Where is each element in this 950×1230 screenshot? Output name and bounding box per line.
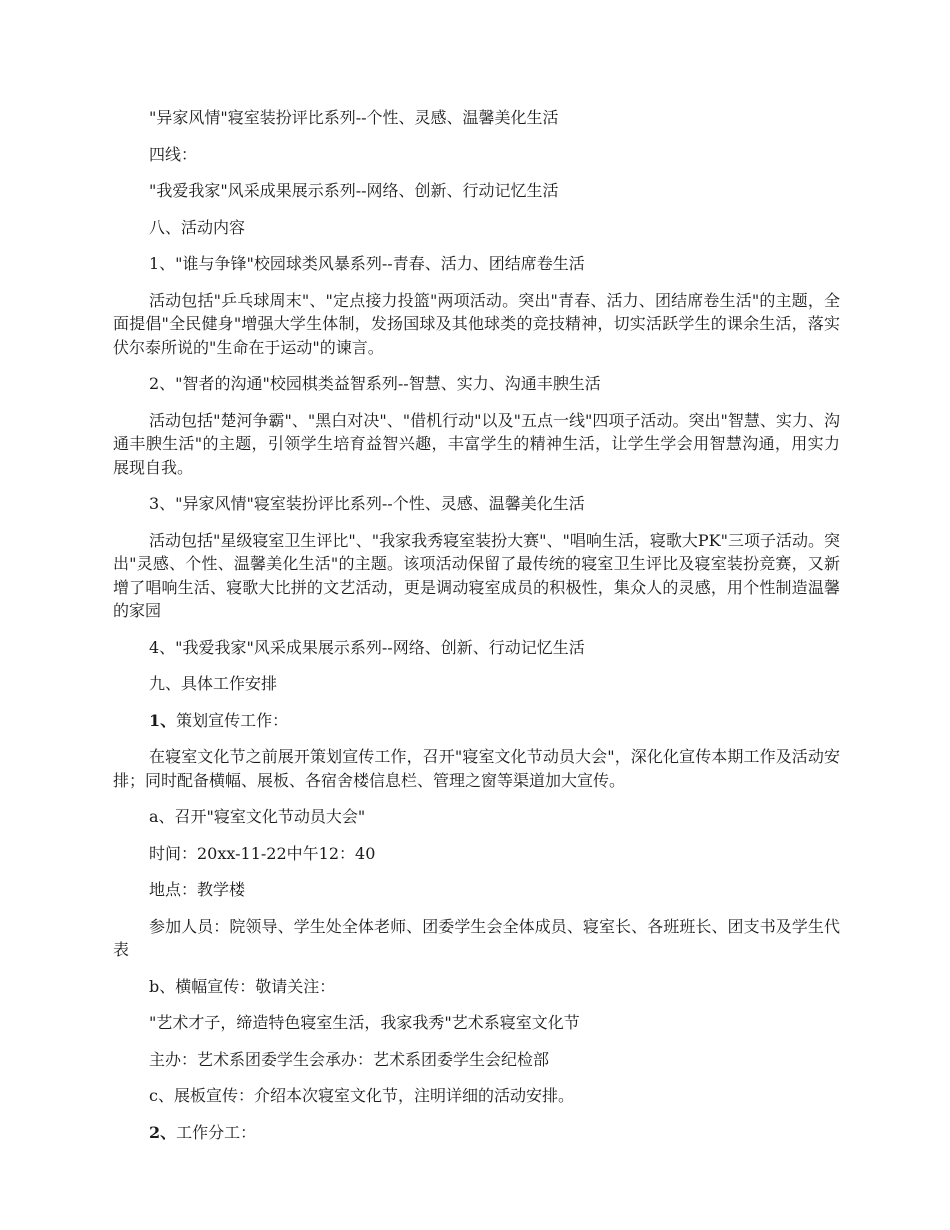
paragraph: 时间：20xx-11-22中午12：40 (149, 843, 376, 863)
paragraph: 参加人员：院领导、学生处全体老师、团委学生会全体成员、寝室长、各班班长、团支书及学生代表 (113, 916, 840, 959)
subheading-number: 2、 (149, 1122, 177, 1142)
paragraph: "异家风情"寝室装扮评比系列--个性、灵感、温馨美化生活 (149, 108, 559, 127)
paragraph: "我爱我家"风采成果展示系列--网络、创新、行动记忆生活 (149, 181, 559, 200)
subheading-text: 策划宣传工作： (176, 710, 289, 730)
paragraph: 四线： (149, 144, 198, 164)
paragraph: "艺术才子，缔造特色寝室生活，我家我秀"艺术系寝室文化节 (149, 1013, 580, 1032)
subheading-planning (113, 709, 840, 733)
section-heading: 八、活动内容 (149, 217, 246, 237)
subheading-division (113, 1121, 840, 1145)
paragraph: 在寝室文化节之前展开策划宣传工作，召开"寝室文化节动员大会"，深化化宣传本期工作及活动安排；同时配备横幅、展板、各宿舍楼信息栏、管理之窗等渠道加大宣传。 (113, 747, 840, 790)
paragraph: 2、"智者的沟通"校园棋类益智系列--智慧、实力、沟通丰腴生活 (149, 374, 601, 393)
paragraph: b、横幅宣传：敬请关注： (149, 976, 336, 996)
subheading-number: 1、 (149, 710, 177, 730)
paragraph: 主办：艺术系团委学生会承办：艺术系团委学生会纪检部 (149, 1049, 550, 1069)
document-page (113, 106, 840, 1157)
subheading-text: 工作分工： (176, 1122, 257, 1142)
paragraph: 活动包括"楚河争霸"、"黑白对决"、"借机行动"以及"五点一线"四项子活动。突出"智慧、实力、沟通丰腴生活"的主题，引领学生培育益智兴趣，丰富学生的精神生活，让学生学会用智慧沟通，用实力展现自我。 (113, 410, 840, 477)
paragraph: 1、"谁与争锋"校园球类风暴系列--青春、活力、团结席卷生活 (149, 254, 585, 273)
paragraph: 3、"异家风情"寝室装扮评比系列--个性、灵感、温馨美化生活 (149, 494, 585, 513)
paragraph: 地点：教学楼 (149, 880, 246, 899)
paragraph: 4、"我爱我家"风采成果展示系列--网络、创新、行动记忆生活 (149, 637, 585, 657)
paragraph: a、召开"寝室文化节动员大会" (149, 807, 366, 826)
paragraph: 活动包括"乒乓球周末"、"定点接力投篮"两项活动。突出"青春、活力、团结席卷生活"的主题，全面提倡"全民健身"增强大学生体制，发扬国球及其他球类的竞技精神，切实活跃学生的课余生活，落实伏尔泰所说的"生命在于运动"的谏言。 (113, 290, 840, 357)
paragraph: 活动包括"星级寝室卫生评比"、"我家我秀寝室装扮大赛"、"唱响生活，寝歌大PK"三项子活动。突出"灵感、个性、温馨美化生活"的主题。该项活动保留了最传统的寝室卫生评比及寝室装扮竞赛，又新增了唱响生活、寝歌大比拼的文艺活动，更是调动寝室成员的积极性，集众人的灵感，用个性制造温馨的家园 (113, 530, 840, 620)
section-heading: 九、具体工作安排 (149, 674, 278, 693)
paragraph: c、展板宣传：介绍本次寝室文化节，注明详细的活动安排。 (149, 1086, 574, 1105)
